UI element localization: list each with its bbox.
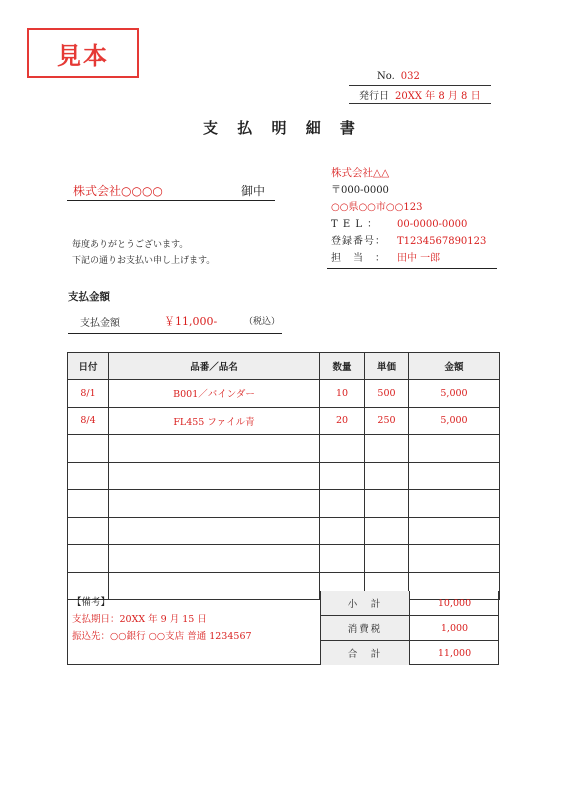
header-item: 品番／品名 [109, 353, 320, 380]
table-row [68, 462, 500, 490]
sample-stamp: 見本 [27, 28, 139, 78]
recipient-name: 株式会社○○○○ [73, 184, 163, 198]
doc-number-value: 032 [400, 71, 420, 82]
issuer-reg-value: T1234567890123 [397, 236, 487, 247]
amount-box [68, 311, 282, 334]
tax-row [321, 616, 500, 641]
total-value: 11,000 [410, 641, 500, 666]
cell-date [68, 490, 109, 518]
issuer-tel-value: 00-0000-0000 [397, 219, 468, 230]
greeting-line-1: 毎度ありがとうございます。 [72, 240, 189, 250]
issuer-reg-row [331, 233, 486, 250]
cell-date [68, 545, 109, 573]
cell-amount: 5,000 [409, 380, 500, 408]
cell-unit-price: 250 [365, 407, 409, 435]
cell-item [109, 545, 320, 573]
cell-date [68, 462, 109, 490]
subtotal-label: 小 計 [321, 591, 410, 616]
amount-heading: 支払金額 [68, 291, 110, 303]
issuer-divider [327, 268, 497, 269]
issuer-postal: 〒000-0000 [331, 185, 389, 196]
document-number-block [349, 68, 491, 104]
cell-item [109, 490, 320, 518]
cell-date: 8/1 [68, 380, 109, 408]
tax-label: 消費税 [321, 616, 410, 641]
cell-qty [320, 517, 365, 545]
issue-date-row [349, 86, 491, 104]
doc-number-label: No. [377, 71, 395, 82]
cell-amount: 5,000 [409, 407, 500, 435]
issuer-reg-label: 登録番号： [331, 236, 386, 247]
cell-item: FL455 ファイル青 [109, 407, 320, 435]
cell-item: B001／バインダー [109, 380, 320, 408]
header-date: 日付 [68, 353, 109, 380]
notes-bank-account: 振込先：○○銀行 ○○支店 普通 1234567 [72, 631, 252, 642]
issuer-tel-label: T E L ： [331, 219, 379, 230]
cell-unit-price [365, 545, 409, 573]
cell-qty: 10 [320, 380, 365, 408]
cell-qty [320, 462, 365, 490]
issuer-person-label: 担 当 ： [331, 253, 386, 264]
notes-heading: 【備考】 [72, 597, 111, 608]
issuer-person-row [331, 250, 486, 267]
issuer-block [331, 165, 486, 267]
cell-amount [409, 517, 500, 545]
cell-item [109, 462, 320, 490]
issuer-tel-row [331, 216, 486, 233]
issuer-person-value: 田中 一郎 [397, 253, 441, 264]
cell-unit-price [365, 490, 409, 518]
cell-qty: 20 [320, 407, 365, 435]
issuer-company: 株式会社△△ [331, 167, 390, 179]
cell-unit-price [365, 462, 409, 490]
cell-item [109, 517, 320, 545]
table-row [68, 517, 500, 545]
greeting-text [72, 237, 215, 269]
table-row [68, 435, 500, 463]
cell-date: 8/4 [68, 407, 109, 435]
cell-qty [320, 435, 365, 463]
table-row [68, 545, 500, 573]
cell-unit-price: 500 [365, 380, 409, 408]
items-header-row [68, 353, 500, 380]
table-row [68, 380, 500, 408]
notes-block [68, 591, 320, 664]
header-unit-price: 単価 [365, 353, 409, 380]
greeting-line-2: 下記の通りお支払い申し上げます。 [72, 256, 216, 266]
subtotal-row [321, 591, 500, 616]
total-label: 合 計 [321, 641, 410, 666]
notes-due-date: 支払期日：20XX 年 9 月 15 日 [72, 614, 207, 625]
cell-amount [409, 462, 500, 490]
cell-item [109, 435, 320, 463]
header-qty: 数量 [320, 353, 365, 380]
cell-qty [320, 490, 365, 518]
doc-number-row [349, 68, 491, 86]
cell-date [68, 435, 109, 463]
cell-unit-price [365, 435, 409, 463]
items-table [67, 352, 500, 600]
document-title: 支 払 明 細 書 [203, 119, 362, 137]
issue-date-value: 20XX 年 8 月 8 日 [395, 91, 481, 102]
cell-date [68, 517, 109, 545]
issuer-address: ○○県○○市○○123 [331, 202, 423, 213]
total-row [321, 641, 500, 666]
summary-block [67, 591, 499, 665]
amount-tax-note: （税込） [244, 317, 281, 327]
recipient-suffix: 御中 [241, 184, 266, 198]
tax-value: 1,000 [410, 616, 500, 641]
totals-table [320, 591, 499, 665]
cell-qty [320, 545, 365, 573]
amount-label: 支払金額 [80, 318, 120, 329]
subtotal-value: 10,000 [410, 591, 500, 616]
table-row [68, 407, 500, 435]
cell-amount [409, 490, 500, 518]
cell-amount [409, 435, 500, 463]
amount-value: ￥11,000- [164, 315, 218, 328]
cell-amount [409, 545, 500, 573]
recipient-block [67, 180, 275, 201]
header-amount: 金額 [409, 353, 500, 380]
table-row [68, 490, 500, 518]
issue-date-label: 発行日 [359, 91, 389, 102]
cell-unit-price [365, 517, 409, 545]
